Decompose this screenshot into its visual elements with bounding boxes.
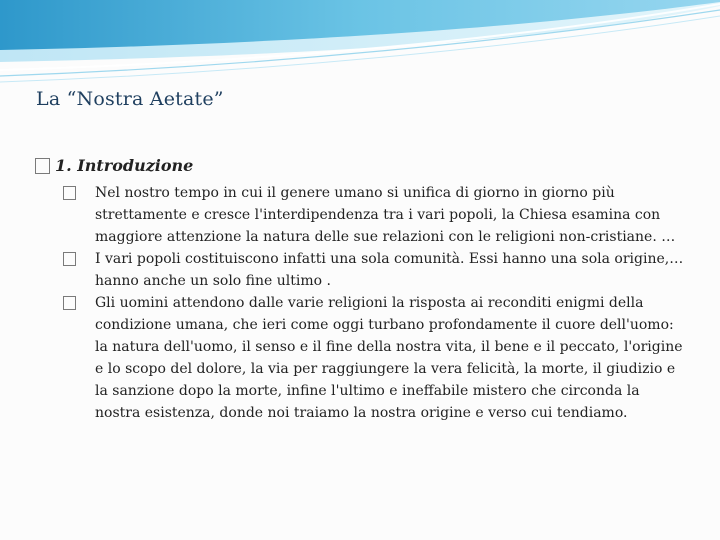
list-item [63,182,685,248]
slide-content [35,156,685,424]
slide-title: La “Nostra Aetate” [36,88,224,110]
paragraph-text: Gli uomini attendono dalle varie religioni la risposta ai reconditi enigmi della condizione umana, che ieri come oggi turbano profondamente il cuore dell'uomo: la natura dell'uomo, il senso e il fine della nostra vita, il bene e il peccato, l'origine e lo scopo del dolore, la via per raggiungere la vera felicità, la morte, il giudizio e la sanzione dopo la morte, infine l'ultimo e ineffabile mistero che circonda la nostra esistenza, donde noi traiamo la nostra origine e verso cui tendiamo. [95,295,683,421]
list-item [63,292,685,424]
square-bullet-icon [63,186,76,200]
square-bullet-icon [63,252,76,266]
paragraph-text: Nel nostro tempo in cui il genere umano si unifica di giorno in giorno più strettamente e cresce l'interdipendenza tra i vari popoli, la Chiesa esamina con maggiore attenzione la natura delle sue relazioni con le religioni non-cristiane. … [95,185,676,245]
list-item [63,248,685,292]
section-heading-text: 1. Introduzione [55,156,194,175]
square-bullet-icon [35,158,50,174]
header-wave-decoration [0,0,720,90]
paragraph-list [35,182,685,424]
paragraph-text: I vari popoli costituiscono infatti una sola comunità. Essi hanno una sola origine,… hanno anche un solo fine ultimo . [95,251,684,289]
square-bullet-icon [63,296,76,310]
section-heading [35,156,685,175]
